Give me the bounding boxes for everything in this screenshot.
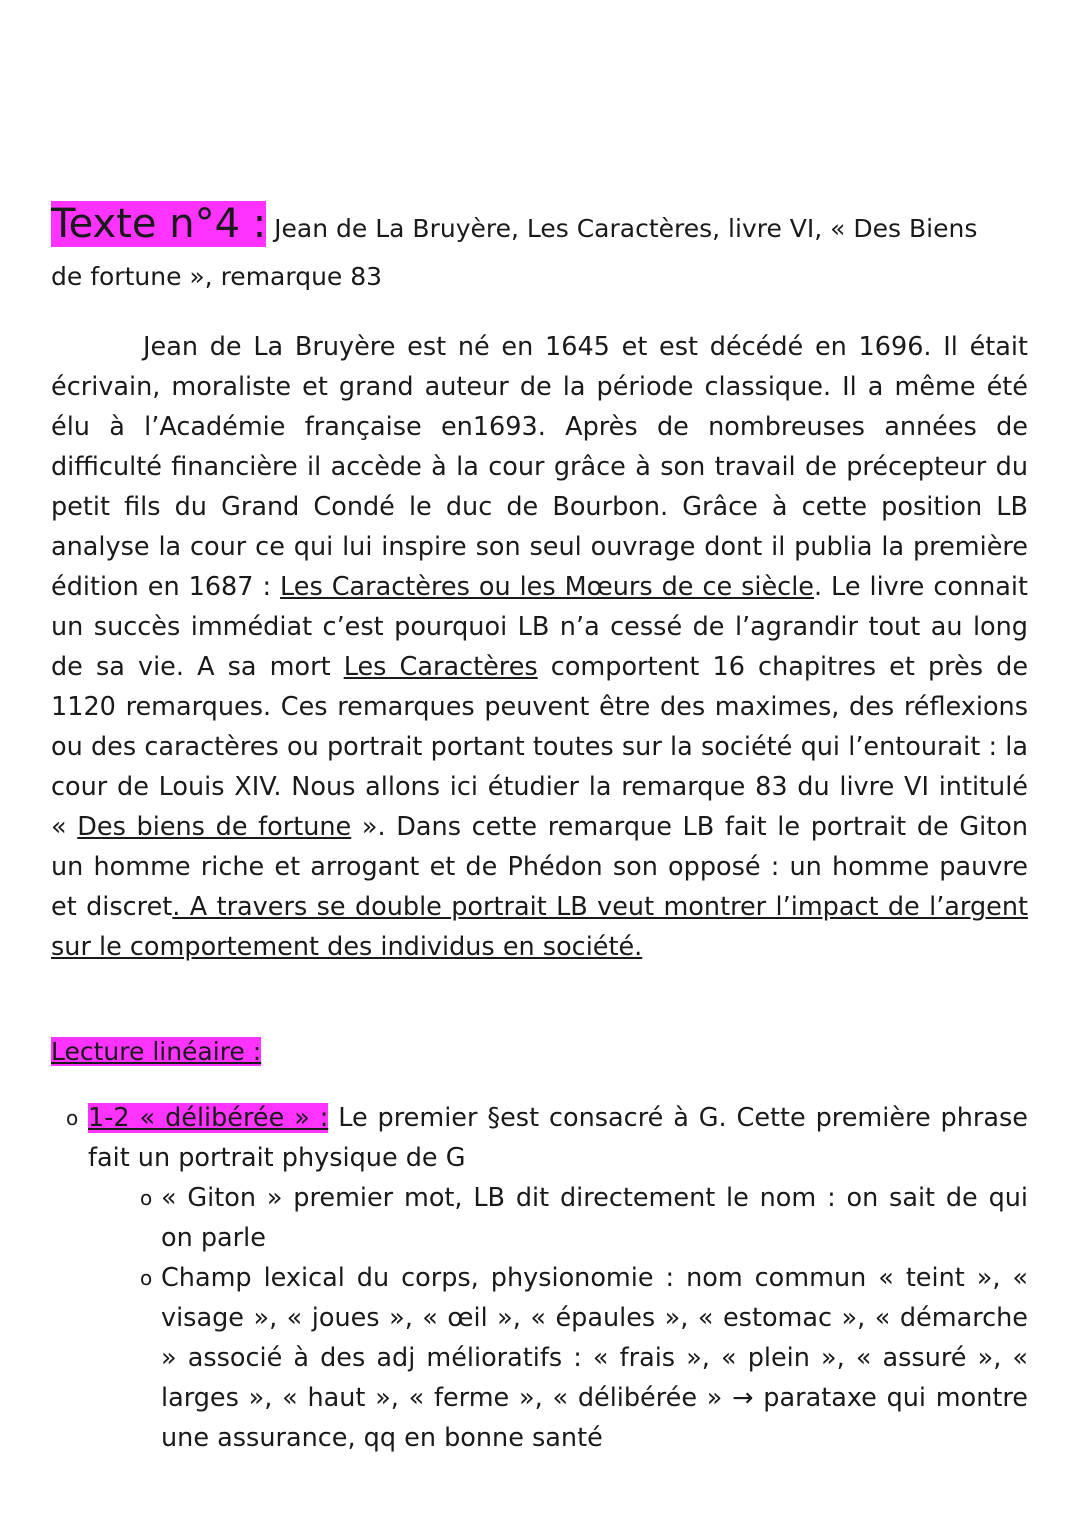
intro-text-2: . Le livre connait un succès immédiat c’est pourquoi LB n’a cessé de l’agrandir tout au long de sa vie. A sa mort	[51, 572, 1028, 682]
line-reference-label: 1-2 « délibérée » :	[88, 1103, 329, 1133]
sub-list-item	[140, 1258, 1028, 1458]
bullet-icon: o	[140, 1186, 153, 1210]
book-title: Les Caractères ou les Mœurs de ce siècle	[280, 572, 814, 602]
sub-list-item	[140, 1178, 1028, 1258]
list-item-text: Le premier §est consacré à G. Cette première phrase fait un portrait physique de G	[88, 1103, 1028, 1173]
lecture-lineaire-heading: Lecture linéaire :	[51, 1037, 262, 1066]
chapter-title: Des biens de fortune	[77, 812, 352, 842]
intro-text-3: comportent 16 chapitres et près de 1120 remarques. Ces remarques peuvent être des maximes, des réflexions ou des caractères ou portrait portant toutes sur la société qui l’entourait : la cour de Louis XIV. Nous allons ici étudier la remarque 83 du livre VI intitulé «	[51, 652, 1029, 842]
bullet-icon: o	[140, 1266, 153, 1290]
introduction-paragraph	[51, 327, 1028, 967]
thesis-statement: . A travers se double portrait LB veut montrer l’impact de l’argent sur le comportement des individus en société.	[51, 892, 1029, 962]
list-item	[66, 1098, 1028, 1178]
intro-text-4: ». Dans cette remarque LB fait le portrait de Giton un homme riche et arrogant et de Phédon son opposé : un homme pauvre et discret	[51, 812, 1028, 922]
book-title-short: Les Caractères	[343, 652, 538, 682]
section-heading	[51, 1032, 261, 1072]
text-title	[51, 200, 1031, 301]
text-number-label: Texte n°4 :	[51, 201, 267, 247]
work-reference-line1: Jean de La Bruyère, Les Caractères, livre VI, « Des Biens	[266, 214, 978, 243]
sub-list-item-text: Champ lexical du corps, physionomie : nom commun « teint », « visage », « joues », « œil », « épaules », « estomac », « démarche » associé à des adj mélioratifs : « frais », « plein », « assuré », « larges », « haut », « ferme », « délibérée » → parataxe qui montre une assurance, qq en bonne santé	[161, 1263, 1028, 1453]
bullet-icon: o	[66, 1106, 79, 1130]
sub-list-item-text: « Giton » premier mot, LB dit directement le nom : on sait de qui on parle	[161, 1183, 1028, 1253]
intro-text-1: Jean de La Bruyère est né en 1645 et est décédé en 1696. Il était écrivain, moraliste et grand auteur de la période classique. Il a même été élu à l’Académie française en1693. Après de nombreuses années de difficulté financière il accède à la cour grâce à son travail de précepteur du petit fils du Grand Condé le duc de Bourbon. Grâce à cette position LB analyse la cour ce qui lui inspire son seul ouvrage dont il publia la première édition en 1687 :	[51, 332, 1028, 602]
work-reference-line2: de fortune », remarque 83	[51, 262, 383, 291]
